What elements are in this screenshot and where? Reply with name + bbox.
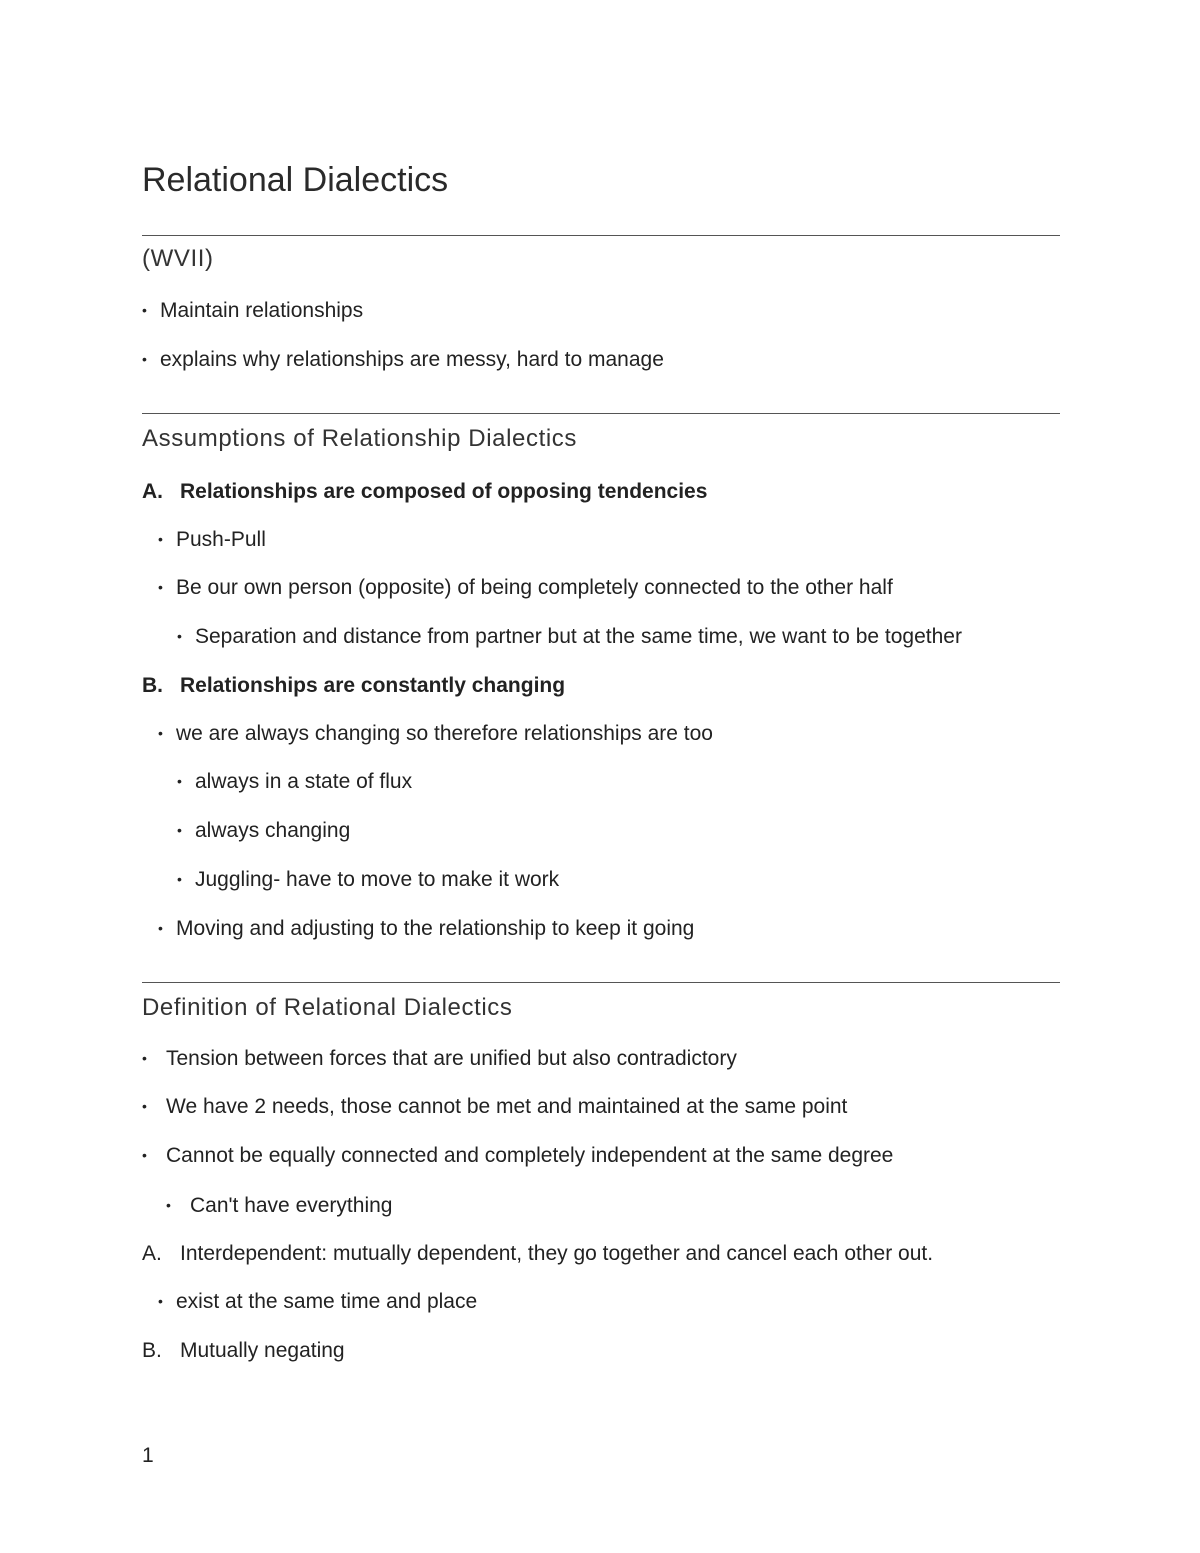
bullet-icon: • bbox=[177, 773, 182, 789]
list-item: • We have 2 needs, those cannot be met and maintained at the same point bbox=[142, 1093, 847, 1122]
list-item: • exist at the same time and place bbox=[158, 1288, 477, 1317]
lettered-item-a: A. Interdependent: mutually dependent, they go together and cancel each other out. bbox=[142, 1242, 934, 1265]
list-item: • Moving and adjusting to the relationship to keep it going bbox=[158, 915, 694, 944]
list-item: • Be our own person (opposite) of being completely connected to the other half bbox=[158, 574, 893, 603]
section-heading-definition: Definition of Relational Dialectics bbox=[142, 994, 513, 1021]
bullet-icon: • bbox=[166, 1197, 171, 1213]
section-divider bbox=[142, 413, 1060, 414]
list-item: • explains why relationships are messy, hard to manage bbox=[142, 346, 664, 375]
list-item: • Tension between forces that are unified but also contradictory bbox=[142, 1045, 737, 1074]
lettered-item-b: B. Mutually negating bbox=[142, 1339, 345, 1362]
bullet-icon: • bbox=[158, 579, 163, 595]
bullet-icon: • bbox=[158, 531, 163, 547]
list-item: • Can't have everything bbox=[166, 1192, 392, 1221]
bullet-icon: • bbox=[177, 871, 182, 887]
bullet-icon: • bbox=[142, 302, 147, 318]
list-item: • Maintain relationships bbox=[142, 297, 363, 326]
section-divider bbox=[142, 235, 1060, 236]
bullet-icon: • bbox=[142, 1050, 147, 1066]
list-item: • Push-Pull bbox=[158, 526, 266, 555]
bullet-icon: • bbox=[158, 725, 163, 741]
section-heading-wvii: (WVII) bbox=[142, 245, 214, 272]
list-item: • Juggling- have to move to make it work bbox=[177, 866, 559, 895]
list-item: • Cannot be equally connected and completely independent at the same degree bbox=[142, 1142, 893, 1171]
list-item: • Separation and distance from partner but at the same time, we want to be together bbox=[177, 623, 962, 652]
lettered-item-b: B. Relationships are constantly changing bbox=[142, 674, 566, 697]
bullet-icon: • bbox=[142, 1098, 147, 1114]
bullet-icon: • bbox=[158, 920, 163, 936]
list-item: • always in a state of flux bbox=[177, 768, 412, 797]
list-item: • always changing bbox=[177, 817, 350, 846]
page-title: Relational Dialectics bbox=[142, 161, 449, 199]
list-item: • we are always changing so therefore relationships are too bbox=[158, 720, 713, 749]
page-number: 1 bbox=[142, 1444, 154, 1467]
bullet-icon: • bbox=[177, 628, 182, 644]
bullet-icon: • bbox=[142, 1147, 147, 1163]
section-heading-assumptions: Assumptions of Relationship Dialectics bbox=[142, 425, 577, 452]
lettered-item-a: A. Relationships are composed of opposing tendencies bbox=[142, 480, 708, 503]
bullet-icon: • bbox=[177, 822, 182, 838]
section-divider bbox=[142, 982, 1060, 983]
bullet-icon: • bbox=[158, 1293, 163, 1309]
bullet-icon: • bbox=[142, 351, 147, 367]
